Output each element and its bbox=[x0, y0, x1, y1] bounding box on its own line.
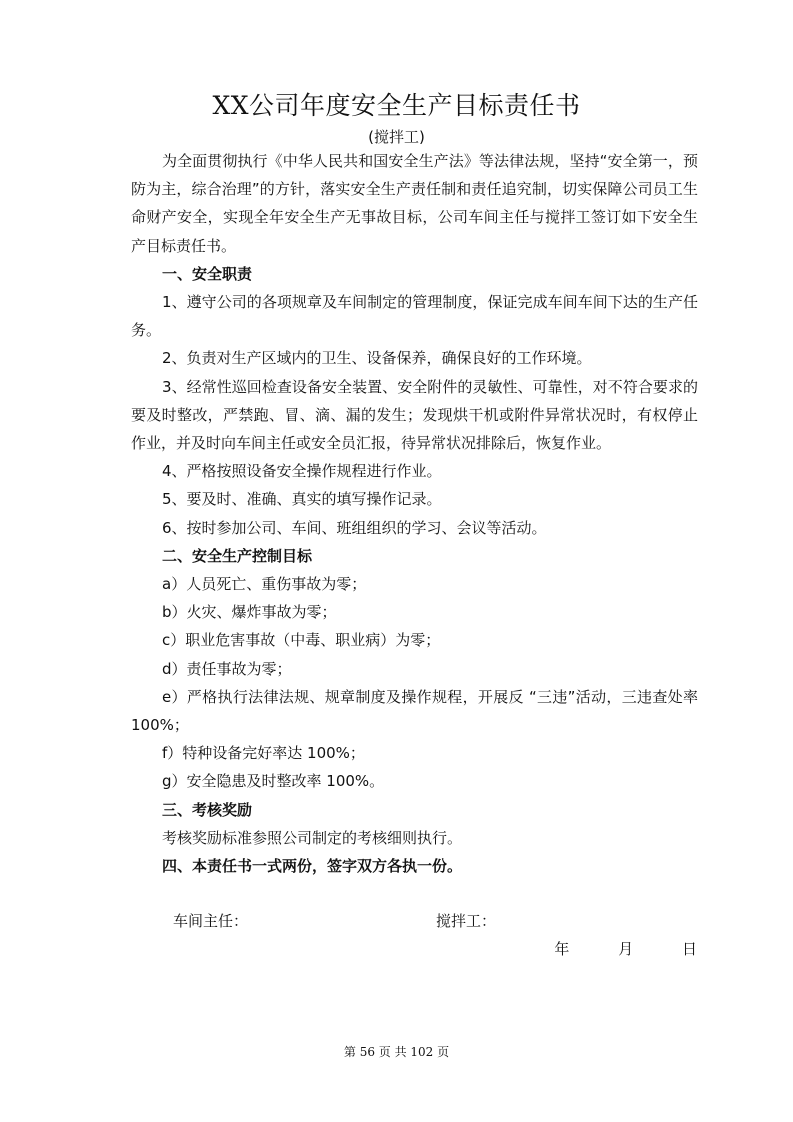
section-3-text: 考核奖励标准参照公司制定的考核细则执行。 bbox=[162, 828, 463, 847]
section-2-item: f）特种设备完好率达 100%； bbox=[162, 744, 365, 763]
document-subtitle: (搅拌工) bbox=[368, 128, 425, 146]
section-2-item: a）人员死亡、重伤事故为零； bbox=[162, 575, 367, 594]
section-2-item: b）火灾、爆炸事故为零； bbox=[162, 603, 337, 622]
section-2-item: g）安全隐患及时整改率 100%。 bbox=[162, 772, 385, 791]
section-2-item: c）职业危害事故（中毒、职业病）为零； bbox=[162, 631, 441, 650]
section-2-heading: 二、安全生产控制目标 bbox=[162, 546, 313, 565]
signature-mixer-worker: 搅拌工： bbox=[436, 912, 497, 930]
section-1-item: 5、要及时、准确、真实的填写操作记录。 bbox=[162, 490, 442, 509]
section-1-heading: 一、安全职责 bbox=[162, 264, 253, 283]
page-footer: 第 56 页 共 102 页 bbox=[343, 1045, 450, 1059]
section-1-item: 6、按时参加公司、车间、班组组织的学习、会议等活动。 bbox=[162, 518, 547, 537]
section-2-item: d）责任事故为零； bbox=[162, 659, 292, 678]
date-day: 日 bbox=[681, 940, 697, 958]
section-4-heading: 四、本责任书一式两份，签字双方各执一份。 bbox=[162, 857, 463, 876]
document-title: XX公司年度安全生产目标责任书 bbox=[212, 91, 581, 120]
section-3-heading: 三、考核奖励 bbox=[162, 800, 253, 819]
section-1-item: 1、遵守公司的各项规章及车间制定的管理制度，保证完成车间车间下达的生产任务。 bbox=[131, 293, 698, 340]
intro-paragraph: 为全面贯彻执行《中华人民共和国安全生产法》等法律法规，坚持“安全第一，预防为主，综合治理”的方针，落实安全生产责任制和责任追究制，切实保障公司员工生命财产安全，实现全年安全生产无事故目标，公司车间主任与搅拌工签订如下安全生产目标责任书。 bbox=[131, 152, 698, 255]
signature-row bbox=[0, 907, 793, 935]
date-year: 年 bbox=[554, 940, 570, 958]
section-1-item: 4、严格按照设备安全操作规程进行作业。 bbox=[162, 462, 442, 481]
section-1-item: 3、经常性巡回检查设备安全装置、安全附件的灵敏性、可靠性，对不符合要求的要及时整改，严禁跑、冒、滴、漏的发生；发现烘干机或附件异常状况时，有权停止作业，并及时向车间主任或安全员汇报，待异常状况排除后，恢复作业。 bbox=[131, 377, 698, 453]
document-body bbox=[131, 147, 698, 880]
date-row bbox=[510, 935, 697, 963]
section-2-item: e）严格执行法律法规、规章制度及操作规程，开展反 “三违”活动，三违查处率 100%； bbox=[131, 687, 698, 735]
section-1-item: 2、负责对生产区域内的卫生、设备保养，确保良好的工作环境。 bbox=[162, 349, 592, 368]
signature-workshop-director: 车间主任： bbox=[173, 912, 249, 930]
date-month: 月 bbox=[618, 940, 634, 958]
